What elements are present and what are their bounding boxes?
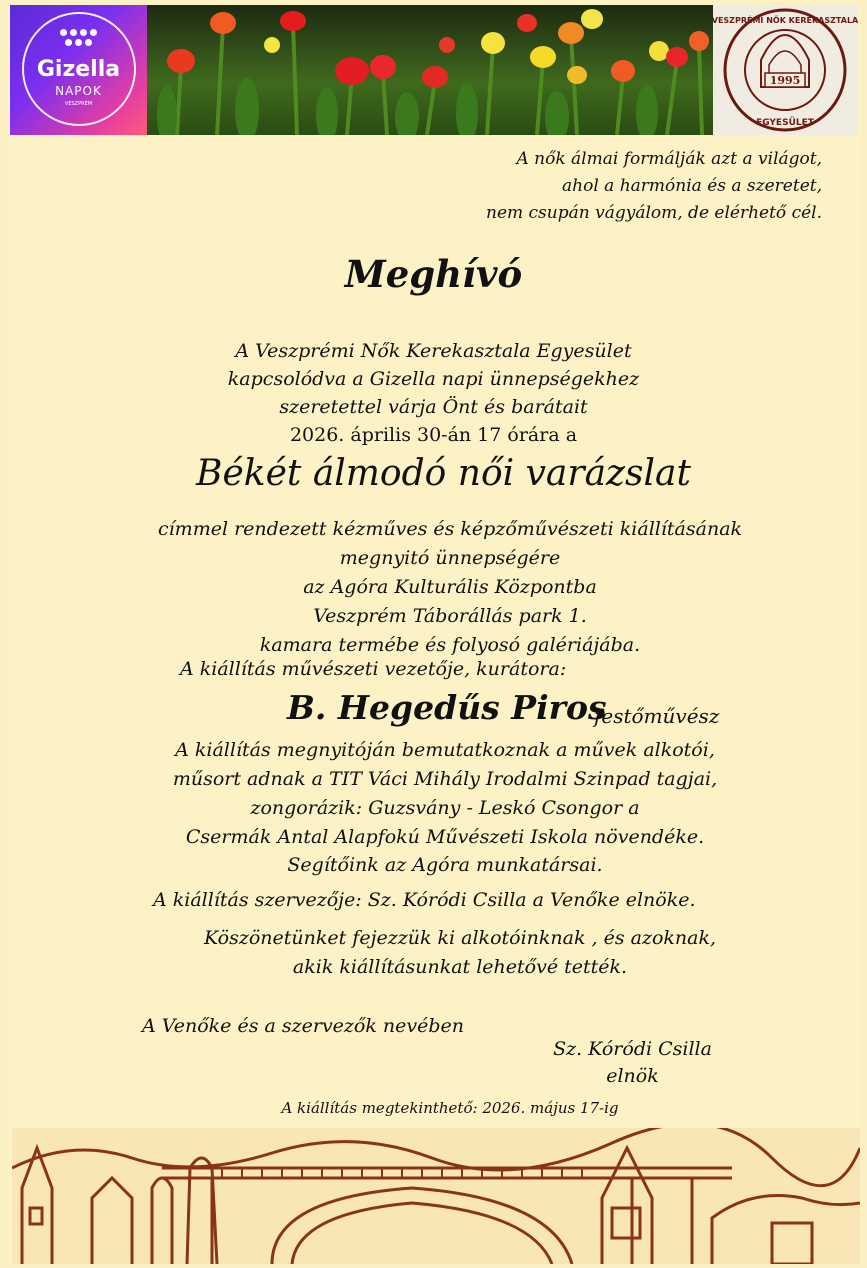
signature-block	[545, 1036, 720, 1090]
logo-tagline: VESZPRÉM	[64, 101, 93, 107]
program-line: műsort adnak a TIT Váci Mihály Irodalmi Szinpad tagjai,	[172, 768, 718, 790]
intro-line: A Veszprémi Nők Kerekasztala Egyesület	[235, 340, 632, 362]
venue-details	[0, 515, 867, 660]
signer-title: elnök	[606, 1065, 659, 1087]
details-line: kamara termébe és folyosó galériájába.	[259, 634, 641, 656]
details-line: címmel rendezett kézműves és képzőművészeti kiállításának	[157, 518, 743, 540]
artist-role: festőművész	[594, 704, 720, 728]
curator-label: A kiállítás művészeti vezetője, kurátora:	[180, 658, 567, 680]
exhibition-title: Békét álmodó női varázslat	[196, 453, 691, 494]
helpers-line: Segítőink az Agóra munkatársai.	[287, 854, 603, 876]
intro-line: szeretettel várja Önt és barátait	[279, 396, 588, 418]
header-banner	[10, 5, 858, 135]
logo-subtitle: NAPOK	[55, 84, 102, 98]
veszprem-sketch-illustration	[12, 1128, 860, 1264]
artist-name: B. Hegedűs Piros	[287, 688, 607, 727]
seal-text-bottom: EGYESÜLET	[756, 118, 814, 128]
thanks-line: akik kiállításunkat lehetővé tették.	[292, 956, 628, 978]
program-text	[0, 736, 867, 852]
signature-on-behalf: A Venőke és a szervezők nevében	[142, 1015, 465, 1037]
venoke-seal-logo	[713, 5, 858, 135]
program-line: zongorázik: Guzsvány - Leskó Csongor a	[250, 797, 640, 819]
poem-line: ahol a harmónia és a szeretet,	[562, 176, 822, 196]
logo-brand: Gizella	[36, 57, 121, 82]
event-date: 2026. április 30-án 17 órára a	[289, 424, 578, 446]
signer-name: Sz. Kóródi Csilla	[553, 1038, 712, 1060]
details-line: Veszprém Táborállás park 1.	[313, 605, 587, 627]
visit-note: A kiállítás megtekinthető: 2026. május 17-ig	[281, 1099, 619, 1117]
poem-line: nem csupán vágyálom, de elérhető cél.	[486, 203, 822, 223]
details-line: megnyitó ünnepségére	[339, 547, 561, 569]
crown-dots-icon	[58, 29, 98, 51]
details-line: az Agóra Kulturális Központba	[303, 576, 597, 598]
thanks-line: Köszönetünket fejezzük ki alkotóinknak , és azoknak,	[203, 927, 717, 949]
tulip-photo	[147, 5, 713, 135]
thanks-text	[0, 924, 867, 982]
gizella-napok-logo	[10, 5, 147, 135]
seal-year: 1995	[769, 74, 801, 87]
poem-line: A nők álmai formálják azt a világot,	[516, 149, 822, 169]
intro-text	[0, 337, 867, 449]
motto-poem	[402, 146, 822, 227]
organizer-line: A kiállítás szervezője: Sz. Kóródi Csilla a Venőke elnöke.	[153, 889, 696, 911]
intro-line: kapcsolódva a Gizella napi ünnepségekhez	[227, 368, 640, 390]
seal-text-top: VESZPRÉMI NŐK KEREKASZTALA	[713, 16, 858, 25]
program-line: Csermák Antal Alapfokú Művészeti Iskola növendéke.	[185, 826, 705, 848]
program-line: A kiállítás megnyitóján bemutatkoznak a művek alkotói,	[175, 739, 715, 761]
invitation-title: Meghívó	[344, 252, 523, 296]
